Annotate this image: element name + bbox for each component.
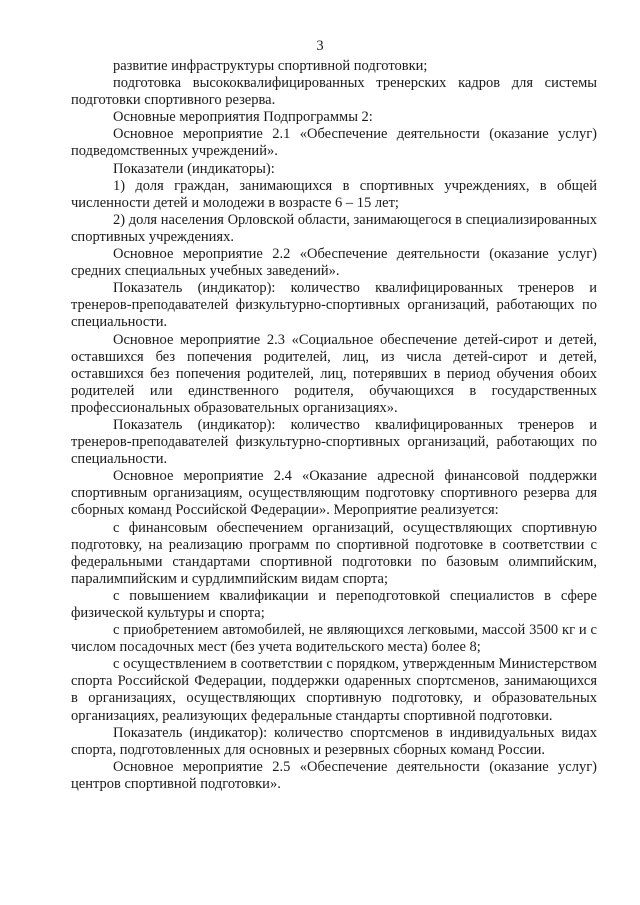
paragraph-activity-2-3: Основное мероприятие 2.3 «Социальное обеспечение детей-сирот и детей, оставшихся без попечения родителей, лиц, из числа детей-сирот и детей, оставшихся без попечения родителей, лиц, потерявших в период обучения обоих родителей или единственного родителя, обучающихся в государственных профессиональных образовательных организациях». xyxy=(71,331,597,416)
paragraph-activity-2-5: Основное мероприятие 2.5 «Обеспечение деятельности (оказание услуг) центров спортивной подготовки». xyxy=(71,758,597,792)
document-body xyxy=(71,58,597,793)
paragraph-indicator-trainers-a: Показатель (индикатор): количество квалифицированных тренеров и тренеров-преподавателей физкультурно-спортивных организаций, работающих по специальности. xyxy=(71,280,597,331)
paragraph-activity-2-2: Основное мероприятие 2.2 «Обеспечение деятельности (оказание услуг) средних специальных учебных заведений». xyxy=(71,246,597,280)
paragraph-subprogram-heading: Основные мероприятия Подпрограммы 2: xyxy=(113,109,373,126)
paragraph-activity-2-4: Основное мероприятие 2.4 «Оказание адресной финансовой поддержки спортивным организациям, осуществляющим подготовку спортивного резерва для сборных команд Российской Федерации». Мероприятие реализуется: xyxy=(71,468,597,519)
paragraph-indicator-2: 2) доля населения Орловской области, занимающегося в специализированных спортивных учреждениях. xyxy=(71,211,597,245)
paragraph-gifted-athletes: с осуществлением в соответствии с порядком, утвержденным Министерством спорта Российской Федерации, поддержки одаренных спортсменов, занимающихся в организациях, осуществляющих спортивную подготовку, и образовательных организациях, реализующих федеральные стандарты спортивной подготовки. xyxy=(71,656,597,724)
paragraph-indicator-trainers-b: Показатель (индикатор): количество квалифицированных тренеров и тренеров-преподавателей физкультурно-спортивных организаций, работающих по специальности. xyxy=(71,416,597,468)
paragraph-indicator-athletes: Показатель (индикатор): количество спортсменов в индивидуальных видах спорта, подготовленных для основных и резервных сборных команд России. xyxy=(71,724,597,758)
paragraph-financial-support: с финансовым обеспечением организаций, осуществляющих спортивную подготовку, на реализацию программ по спортивной подготовке в соответствии с федеральными стандартами спортивной подготовки по базовым олимпийским, паралимпийским и сурдлимпийским видам спорта; xyxy=(71,519,597,587)
paragraph-indicator-1: 1) доля граждан, занимающихся в спортивных учреждениях, в общей численности детей и молодежи в возрасте 6 – 15 лет; xyxy=(71,177,597,211)
paragraph-indicators-heading: Показатели (индикаторы): xyxy=(113,160,275,177)
paragraph-activity-2-1: Основное мероприятие 2.1 «Обеспечение деятельности (оказание услуг) подведомственных учреждений». xyxy=(71,126,597,160)
paragraph-coaching-staff: подготовка высококвалифицированных тренерских кадров для системы подготовки спортивного резерва. xyxy=(71,75,597,109)
paragraph-infrastructure: развитие инфраструктуры спортивной подготовки; xyxy=(113,58,428,74)
paragraph-vehicles: с приобретением автомобилей, не являющихся легковыми, массой 3500 кг и с числом посадочных мест (без учета водительского места) более 8; xyxy=(71,622,597,656)
paragraph-qualification: с повышением квалификации и переподготовкой специалистов в сфере физической культуры и спорта; xyxy=(71,587,597,621)
page-number: 3 xyxy=(316,38,324,54)
